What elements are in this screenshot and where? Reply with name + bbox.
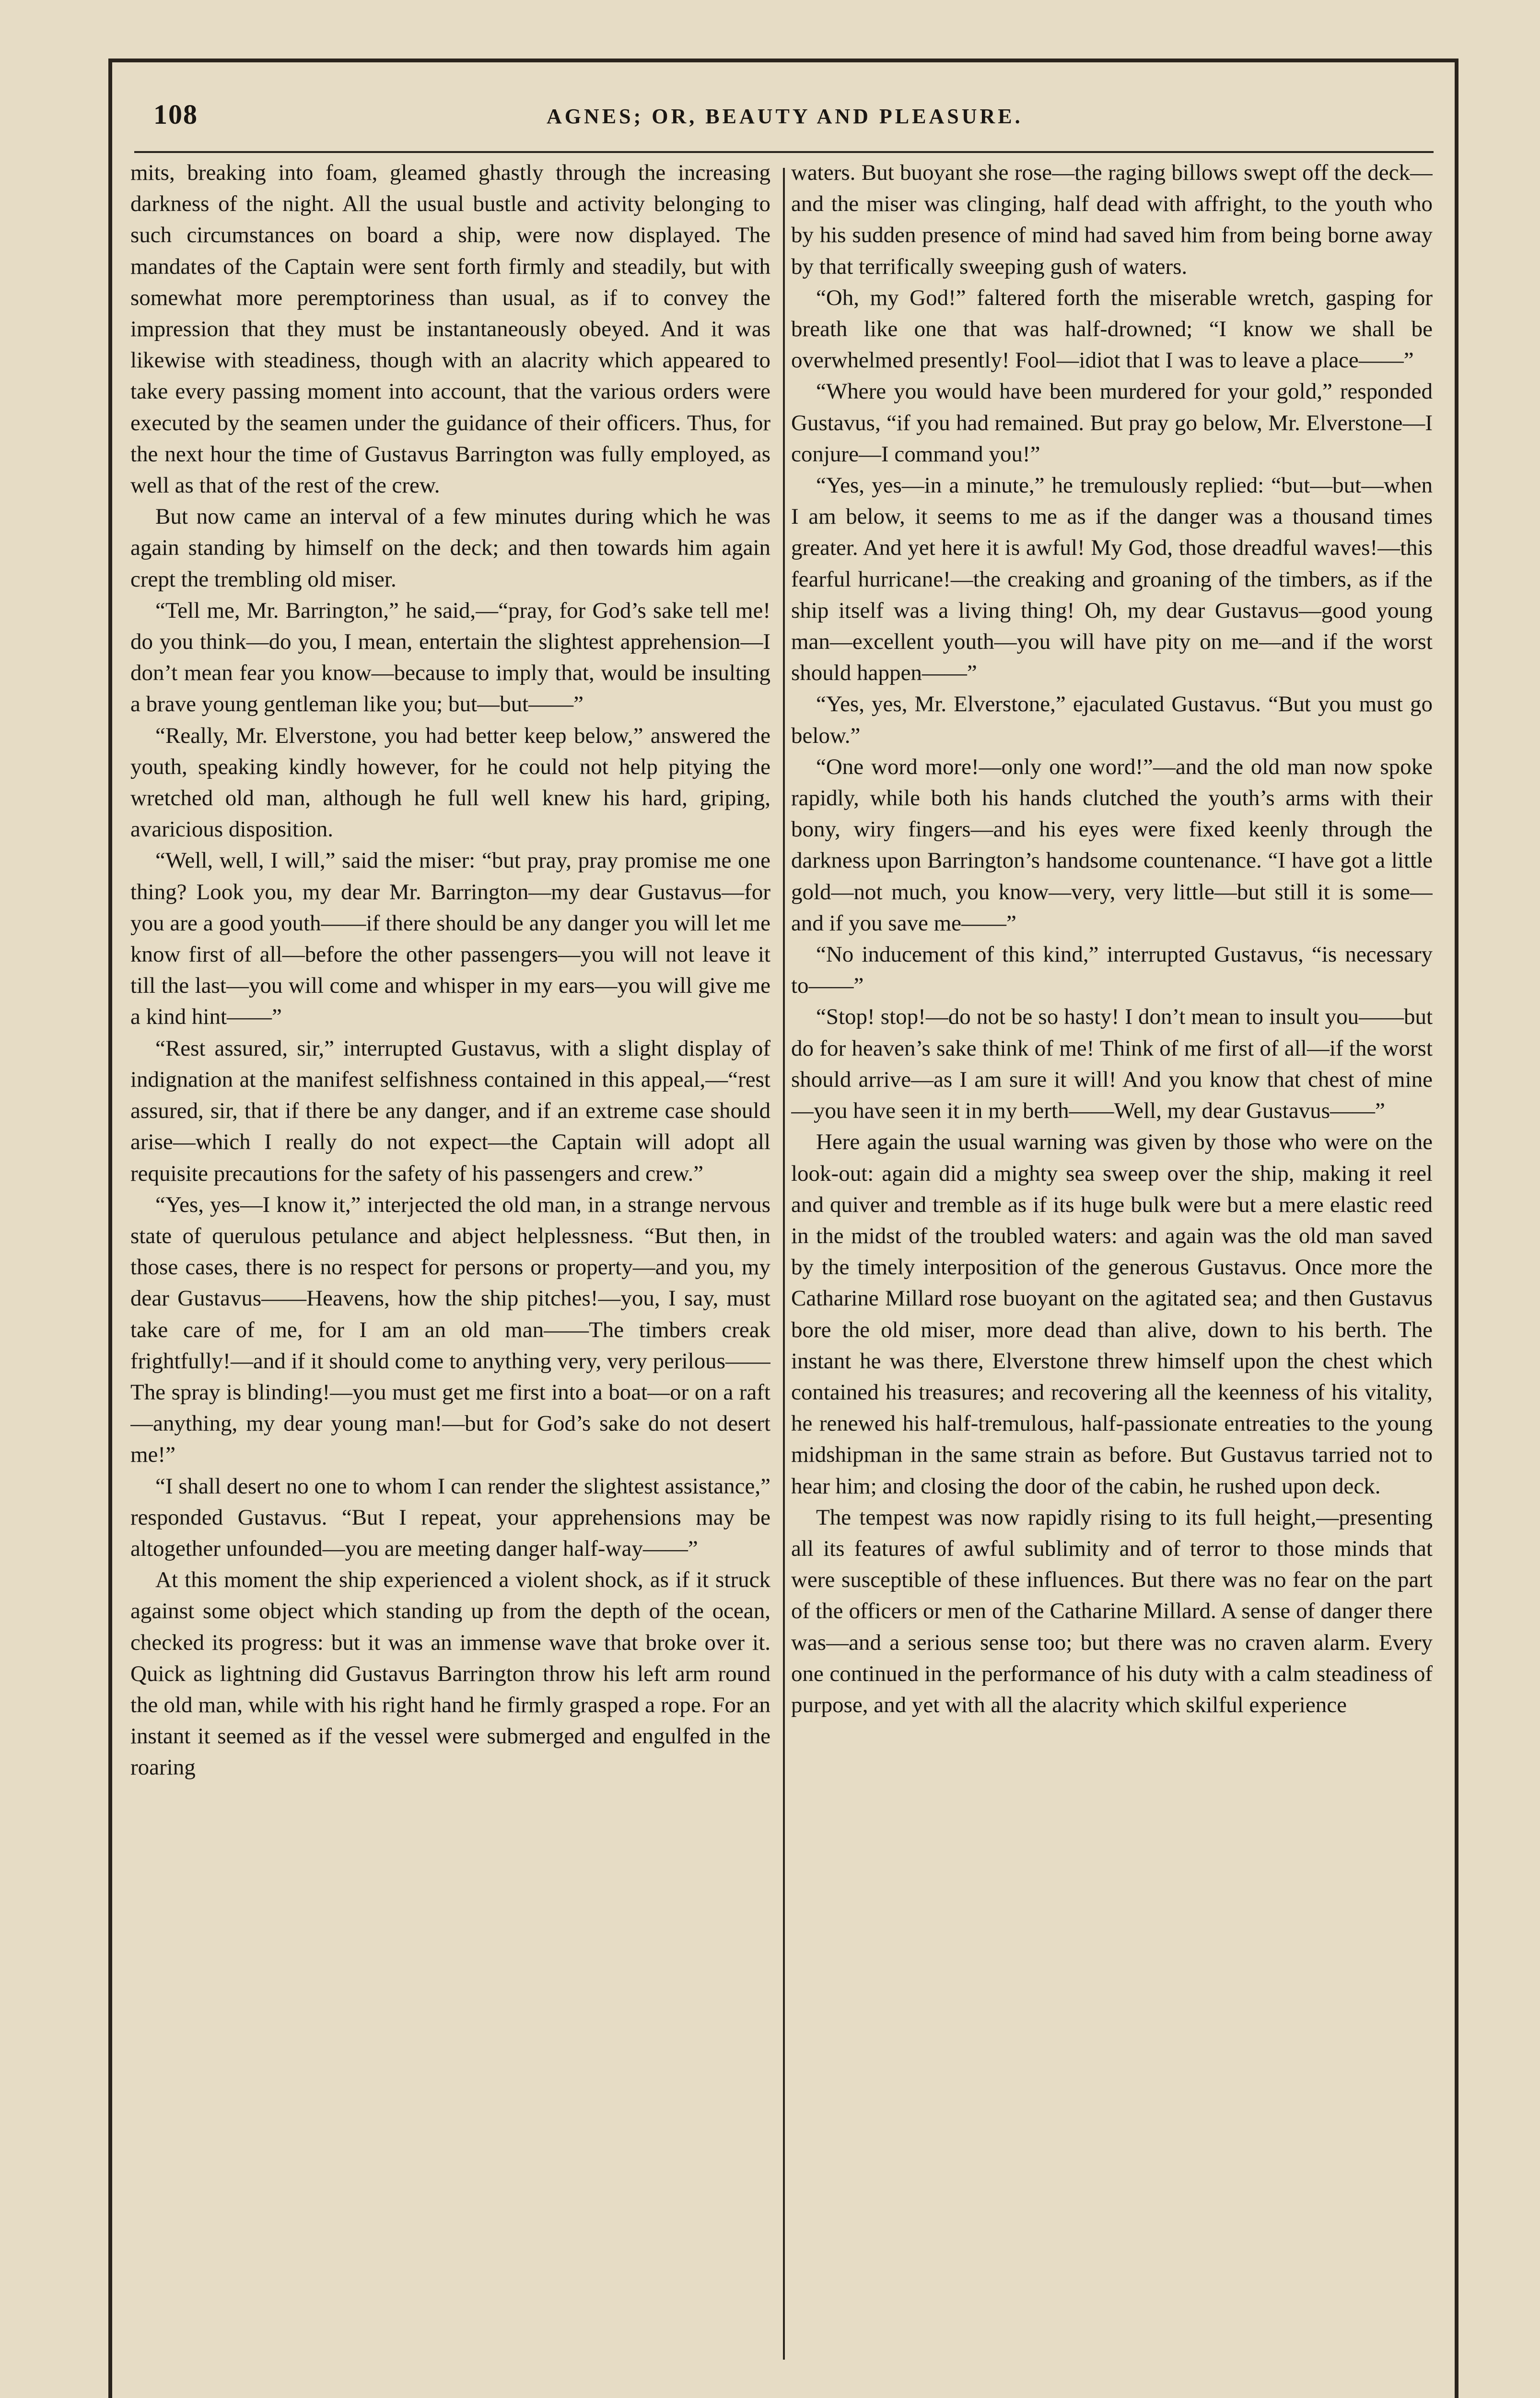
- running-title: AGNES; OR, BEAUTY AND PLEASURE.: [547, 105, 1023, 128]
- column-divider: [783, 168, 785, 2360]
- paragraph: “Well, well, I will,” said the miser: “but pray, pray promise me one thing? Look you, my dear Mr. Barrington—my dear Gustavus—for you are a good youth——if there should be any danger you will let me know first of all—before the other passengers—you will not leave it till the last—you will come and whisper in my ears—you will give me a kind hint——”: [130, 848, 770, 1030]
- header-rule: [134, 151, 1434, 153]
- paragraph: At this moment the ship experienced a violent shock, as if it struck against some object which standing up from the depth of the ocean, checked its progress: but it was an immense wave that broke over it. Quick as lightning did Gustavus Barrington throw his left arm round the old man, while with his right hand he firmly grasped a rope. For an instant it seemed as if the vessel were submerged and engulfed in the roaring: [130, 1567, 770, 1780]
- page-header: [153, 98, 1448, 141]
- paragraph: “Where you would have been murdered for your gold,” responded Gustavus, “if you had remained. But pray go below, Mr. Elverstone—I conjure—I command you!”: [791, 379, 1433, 467]
- paragraph: “Yes, yes—in a minute,” he tremulously replied: “but—but—when I am below, it seems to me as if the danger was a thousand times greater. And yet here it is awful! My God, those dreadful waves!—this fearful hurricane!—the creaking and groaning of the timbers, as if the ship itself was a living thing! Oh, my dear Gustavus—good young man—excellent youth—you will have pity on me—and if the worst should happen——”: [791, 473, 1433, 686]
- paragraph: “Tell me, Mr. Barrington,” he said,—“pray, for God’s sake tell me! do you think—do you, I mean, entertain the slightest apprehension—I don’t mean fear you know—because to imply that, would be insulting a brave young gentleman like you; but—but——”: [130, 598, 770, 717]
- paragraph: “Yes, yes—I know it,” interjected the old man, in a strange nervous state of querulous petulance and abject helplessness. “But then, in those cases, there is no respect for persons or property—and you, my dear Gustavus——Heavens, how the ship pitches!—you, I say, must take care of me, for I am an old man——The timbers creak frightfully!—and if it should come to anything very, very perilous——The spray is blinding!—you must get me first into a boat—or on a raft—anything, my dear young man!—but for God’s sake do not desert me!”: [130, 1192, 770, 1468]
- paragraph: “I shall desert no one to whom I can render the slightest assistance,” responded Gustavus. “But I repeat, your apprehensions may be altogether unfounded—you are meeting danger half-way——”: [130, 1473, 770, 1561]
- right-column: [791, 157, 1433, 2363]
- paragraph: mits, breaking into foam, gleamed ghastly through the increasing darkness of the night. All the usual bustle and activity belonging to such circumstances on board a ship, were now displayed. The mandates of the Captain were sent forth firmly and steadily, but with somewhat more peremptoriness than usual, as if to convey the impression that they must be instantaneously obeyed. And it was likewise with steadiness, though with an alacrity which appeared to take every passing moment into account, that the various orders were executed by the seamen under the guidance of their officers. Thus, for the next hour the time of Gustavus Barrington was fully employed, as well as that of the rest of the crew.: [130, 160, 770, 498]
- paragraph: “Oh, my God!” faltered forth the miserable wretch, gasping for breath like one that was half-drowned; “I know we shall be overwhelmed presently! Fool—idiot that I was to leave a place——”: [791, 285, 1433, 373]
- paragraph: “One word more!—only one word!”—and the old man now spoke rapidly, while both his hands clutched the youth’s arms with their bony, wiry fingers—and his eyes were fixed keenly through the darkness upon Barrington’s handsome countenance. “I have got a little gold—not much, you know—very, very little—but still it is some—and if you save me——”: [791, 754, 1433, 936]
- paragraph: The tempest was now rapidly rising to its full height,—presenting all its features of awful sublimity and of terror to those minds that were susceptible of these influences. But there was no fear on the part of the officers or men of the Catharine Millard. A sense of danger there was—and a serious sense too; but there was no craven alarm. Every one continued in the performance of his duty with a calm steadiness of purpose, and yet with all the alacrity which skilful experience: [791, 1505, 1433, 1717]
- left-column: [130, 157, 770, 2363]
- page-number: 108: [153, 99, 198, 130]
- paragraph: “Rest assured, sir,” interrupted Gustavus, with a slight display of indignation at the manifest selfishness contained in this appeal,—“rest assured, sir, that if there be any danger, and if an extreme case should arise—which I really do not expect—the Captain will adopt all requisite precautions for the safety of his passengers and crew.”: [130, 1035, 770, 1186]
- paragraph: waters. But buoyant she rose—the raging billows swept off the deck—and the miser was clinging, half dead with affright, to the youth who by his sudden presence of mind had saved him from being borne away by that terrifically sweeping gush of waters.: [791, 160, 1433, 279]
- paragraph: “No inducement of this kind,” interrupted Gustavus, “is necessary to——”: [791, 942, 1433, 999]
- paragraph: “Really, Mr. Elverstone, you had better keep below,” answered the youth, speaking kindly however, for he could not help pitying the wretched old man, although he full well knew his hard, griping, avaricious disposition.: [130, 723, 770, 842]
- paragraph: “Stop! stop!—do not be so hasty! I don’t mean to insult you——but do for heaven’s sake think of me! Think of me first of all—if the worst should arrive—as I am sure it will! And you know that chest of mine—you have seen it in my berth——Well, my dear Gustavus——”: [791, 1004, 1433, 1124]
- paragraph: Here again the usual warning was given by those who were on the look-out: again did a mighty sea sweep over the ship, making it reel and quiver and tremble as if its huge bulk were but a mere elastic reed in the midst of the troubled waters: and again was the old man saved by the timely interposition of the generous Gustavus. Once more the Catharine Millard rose buoyant on the agitated sea; and then Gustavus bore the old miser, more dead than alive, down to his berth. The instant he was there, Elverstone threw himself upon the chest which contained his treasures; and recovering all the keenness of his vitality, he renewed his half-tremulous, half-passionate entreaties to the young midshipman in the same strain as before. But Gustavus tarried not to hear him; and closing the door of the cabin, he rushed upon deck.: [791, 1129, 1433, 1499]
- paragraph: But now came an interval of a few minutes during which he was again standing by himself on the deck; and then towards him again crept the trembling old miser.: [130, 504, 770, 592]
- paragraph: “Yes, yes, Mr. Elverstone,” ejaculated Gustavus. “But you must go below.”: [791, 692, 1433, 748]
